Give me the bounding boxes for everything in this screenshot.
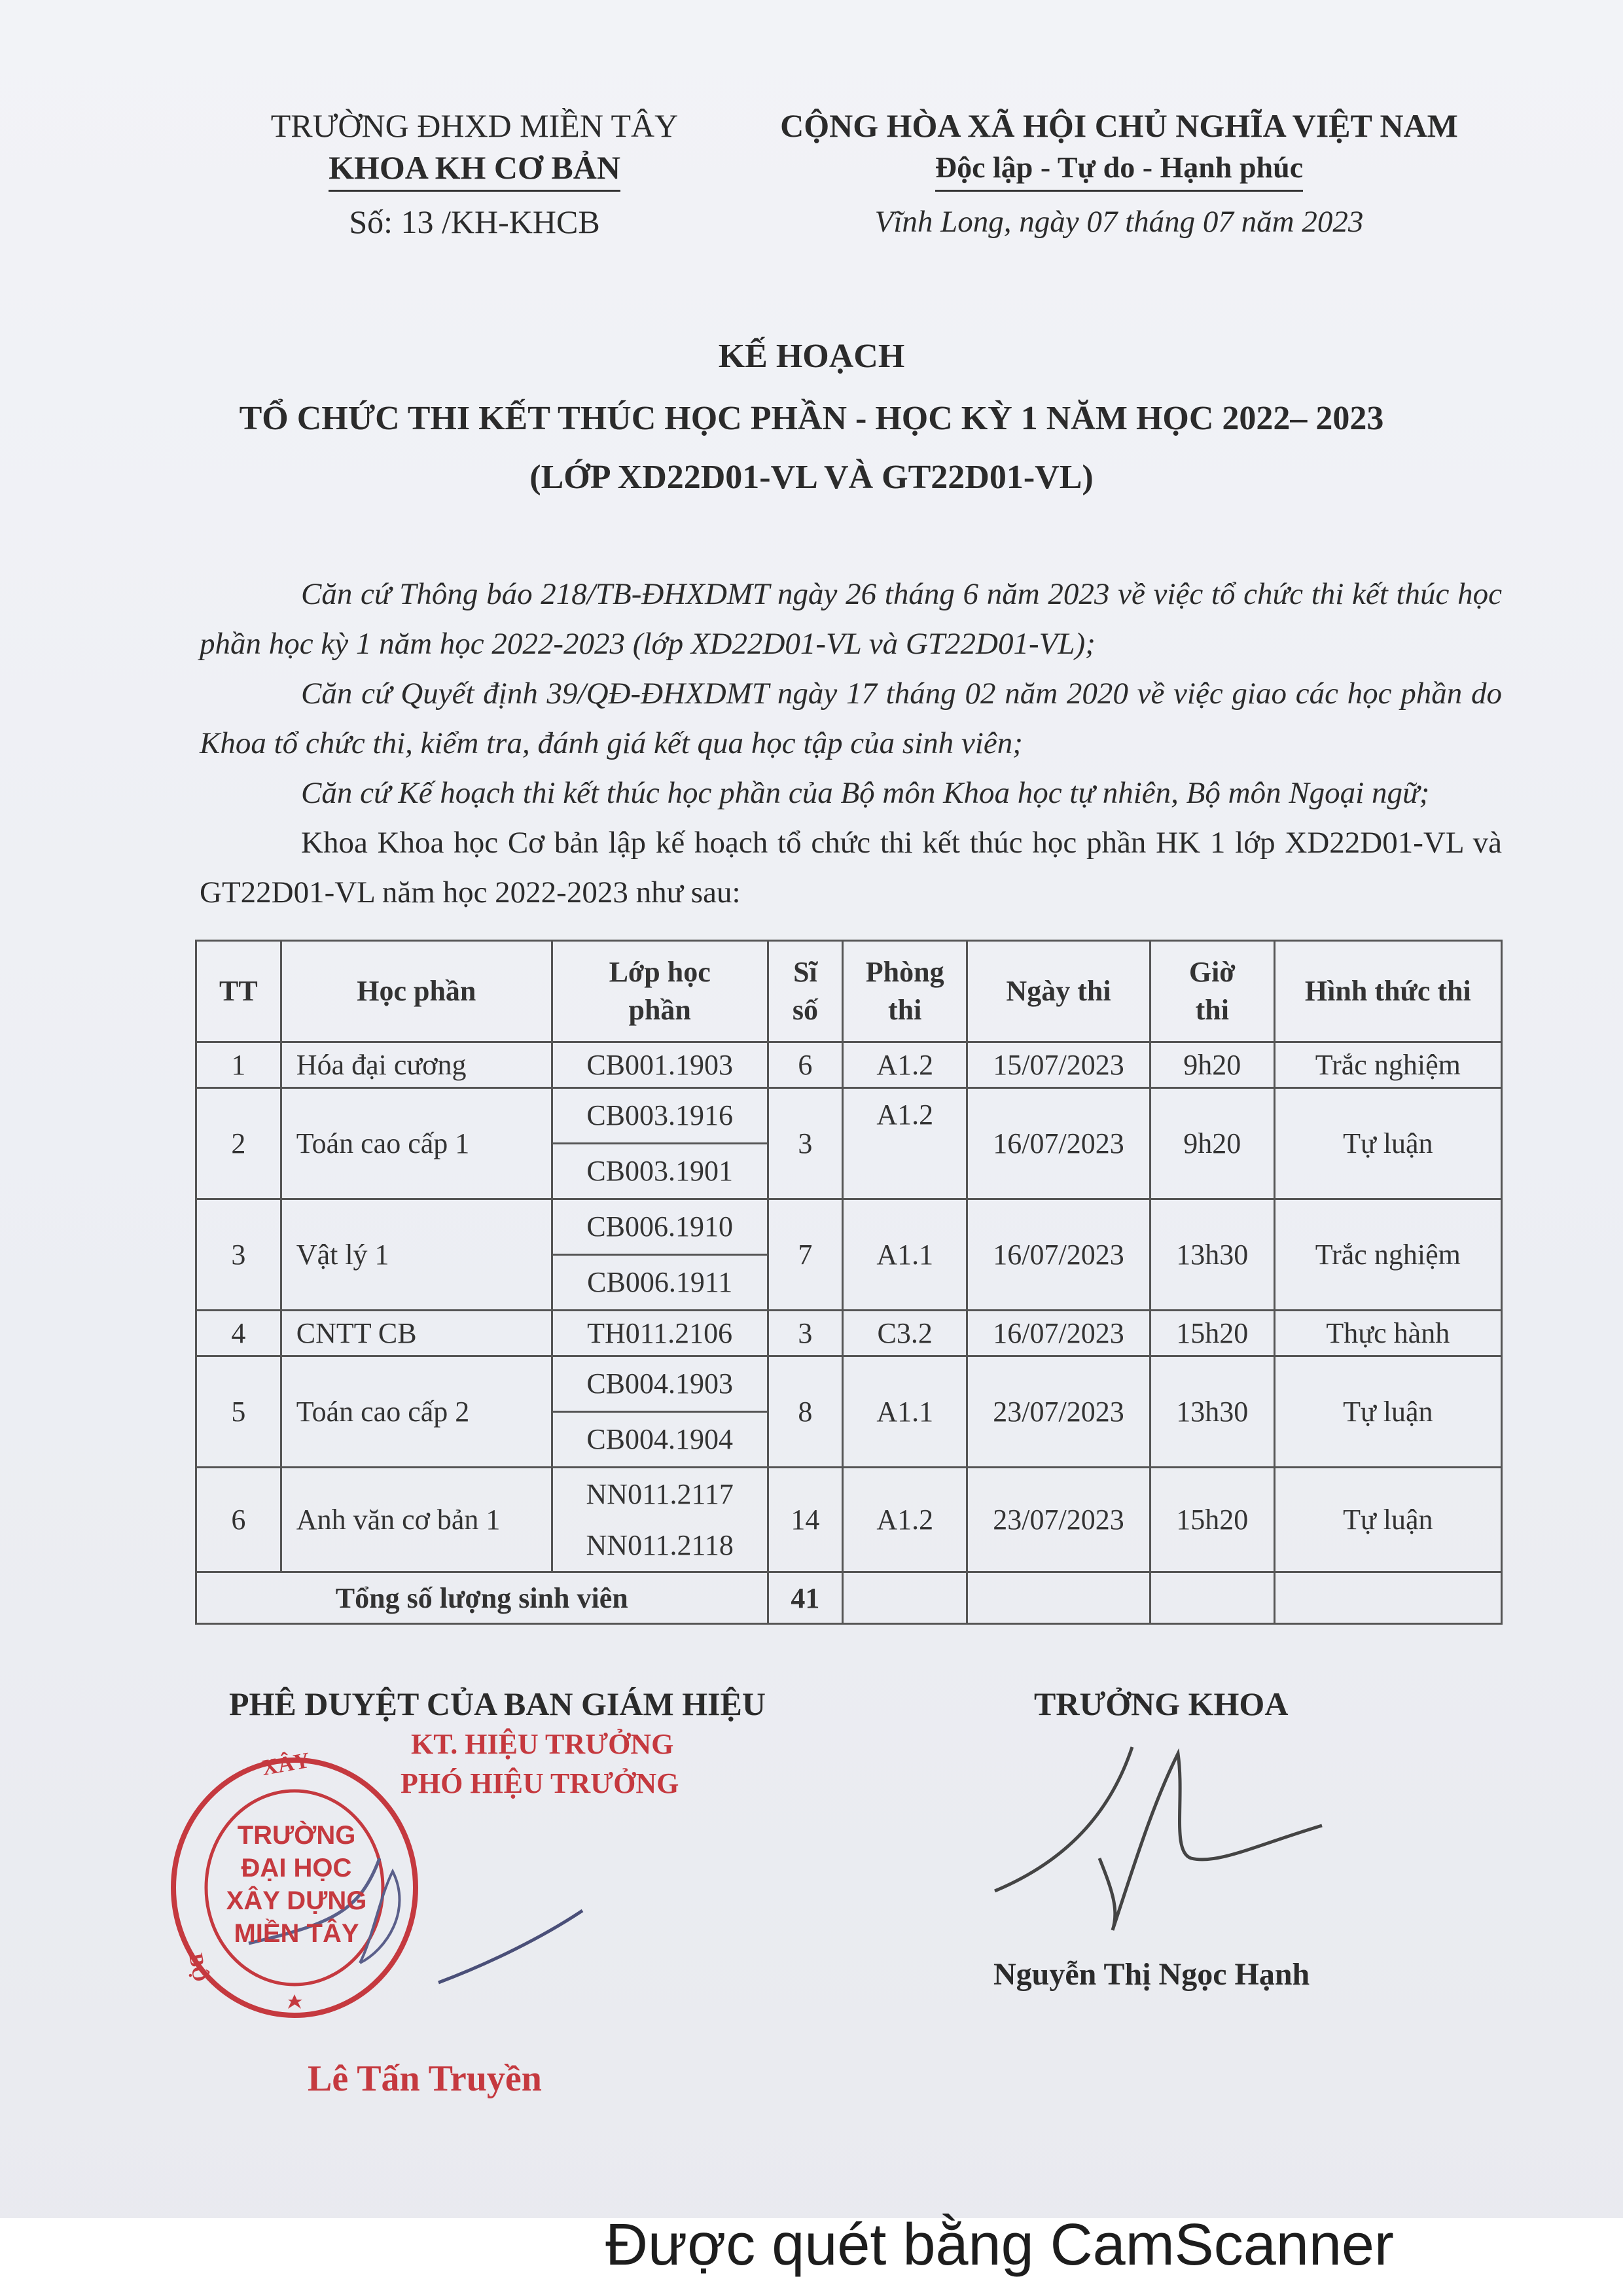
table-row xyxy=(196,1468,1502,1572)
header-course: Học phần xyxy=(281,941,552,1042)
cell-format: Tự luận xyxy=(1274,1356,1501,1468)
cell-tt: 1 xyxy=(196,1042,281,1088)
left-signature-icon xyxy=(425,1898,622,1989)
cell-course: Anh văn cơ bản 1 xyxy=(281,1468,552,1572)
approval-role-1: KT. HIỆU TRƯỞNG xyxy=(411,1728,674,1760)
cell-time: 15h20 xyxy=(1150,1468,1274,1572)
cell-count: 14 xyxy=(768,1468,843,1572)
cell-tt: 3 xyxy=(196,1199,281,1311)
cell-count: 7 xyxy=(768,1199,843,1311)
cell-room: A1.1 xyxy=(843,1356,967,1468)
stamp-text xyxy=(221,1819,372,1950)
dean-name: Nguyễn Thị Ngọc Hạnh xyxy=(993,1957,1310,1992)
cell-room: A1.2 xyxy=(843,1042,967,1088)
header-tt: TT xyxy=(196,941,281,1042)
cell-course: CNTT CB xyxy=(281,1311,552,1356)
place-date: Vĩnh Long, ngày 07 tháng 07 năm 2023 xyxy=(874,205,1364,239)
cell-class xyxy=(552,1356,768,1468)
cell-count: 3 xyxy=(768,1088,843,1199)
header-count: Sĩ số xyxy=(768,941,843,1042)
cell-room: C3.2 xyxy=(843,1311,967,1356)
table-total-row xyxy=(196,1572,1502,1624)
cell-date: 23/07/2023 xyxy=(967,1468,1150,1572)
paragraph-basis-3: Căn cứ Kế hoạch thi kết thúc học phần của Bộ môn Khoa học tự nhiên, Bộ môn Ngoại ngữ; xyxy=(301,776,1430,810)
class-code: CB003.1916 xyxy=(586,1099,734,1131)
cell-format: Thực hành xyxy=(1274,1311,1501,1356)
table-header-row xyxy=(196,941,1502,1042)
empty-cell xyxy=(1274,1572,1501,1624)
paragraph-plan: Khoa Khoa học Cơ bản lập kế hoạch tổ chức thi kết thúc học phần HK 1 lớp XD22D01-VL và GT22D01-VL năm học 2022-2023 như sau: xyxy=(200,826,1502,910)
table-row xyxy=(196,1088,1502,1199)
stamp-line: TRƯỜNG xyxy=(237,1821,356,1850)
cell-date: 16/07/2023 xyxy=(967,1199,1150,1311)
empty-cell xyxy=(1150,1572,1274,1624)
school-stamp xyxy=(164,1740,438,2028)
empty-cell xyxy=(967,1572,1150,1624)
paragraph-basis-1: Căn cứ Thông báo 218/TB-ĐHXDMT ngày 26 tháng 6 năm 2023 về việc tổ chức thi kết thúc học phần học kỳ 1 năm học 2022-2023 (lớp XD22D01-VL và GT22D01-VL); xyxy=(200,577,1502,661)
header-time: Giờ thi xyxy=(1150,941,1274,1042)
stamp-side-text: BỘ xyxy=(185,1951,211,1984)
camscanner-watermark: Được quét bằng CamScanner xyxy=(605,2212,1394,2278)
table-row xyxy=(196,1311,1502,1356)
total-label: Tổng số lượng sinh viên xyxy=(196,1572,768,1624)
cell-date: 16/07/2023 xyxy=(967,1088,1150,1199)
header-class: Lớp học phần xyxy=(552,941,768,1042)
header-room: Phòng thi xyxy=(843,941,967,1042)
class-code: NN011.2117 xyxy=(586,1477,734,1510)
class-code: CB004.1903 xyxy=(586,1368,734,1400)
document-number: Số: 13 /KH-KHCB xyxy=(349,203,600,240)
cell-room: A1.2 xyxy=(843,1468,967,1572)
scan-footer xyxy=(0,2212,1623,2296)
cell-date: 15/07/2023 xyxy=(967,1042,1150,1088)
cell-course: Hóa đại cương xyxy=(281,1042,552,1088)
class-code: CB004.1904 xyxy=(553,1411,767,1466)
exam-schedule-table xyxy=(195,940,1503,1625)
cell-time: 13h30 xyxy=(1150,1356,1274,1468)
approval-role-2: PHÓ HIỆU TRƯỞNG xyxy=(401,1767,679,1799)
table-row xyxy=(196,1199,1502,1311)
cell-course: Toán cao cấp 2 xyxy=(281,1356,552,1468)
cell-room: A1.1 xyxy=(843,1199,967,1311)
class-code: CB006.1911 xyxy=(553,1254,767,1309)
cell-format: Trắc nghiệm xyxy=(1274,1199,1501,1311)
national-motto: Độc lập - Tự do - Hạnh phúc xyxy=(726,147,1512,192)
empty-cell xyxy=(843,1572,967,1624)
approval-title: PHÊ DUYỆT CỦA BAN GIÁM HIỆU xyxy=(229,1686,766,1722)
cell-time: 15h20 xyxy=(1150,1311,1274,1356)
cell-count: 8 xyxy=(768,1356,843,1468)
country-name: CỘNG HÒA XÃ HỘI CHỦ NGHĨA VIỆT NAM xyxy=(780,107,1458,144)
body-text xyxy=(200,569,1502,917)
cell-class xyxy=(552,1088,768,1199)
table-row xyxy=(196,1356,1502,1468)
cell-tt: 2 xyxy=(196,1088,281,1199)
header-date: Ngày thi xyxy=(967,941,1150,1042)
stamp-line: ĐẠI HỌC xyxy=(241,1854,352,1882)
document-title: KẾ HOẠCH xyxy=(718,338,905,375)
cell-course: Vật lý 1 xyxy=(281,1199,552,1311)
class-code: CB006.1910 xyxy=(586,1210,734,1243)
paragraph-basis-2: Căn cứ Quyết định 39/QĐ-ĐHXDMT ngày 17 tháng 02 năm 2020 về việc giao các học phần do Khoa tổ chức thi, kiểm tra, đánh giá kết qua học tập của sinh viên; xyxy=(200,677,1502,760)
cell-class: CB001.1903 xyxy=(552,1042,768,1088)
class-code: NN011.2118 xyxy=(586,1528,734,1561)
cell-count: 6 xyxy=(768,1042,843,1088)
header-left xyxy=(216,105,733,243)
cell-class: TH011.2106 xyxy=(552,1311,768,1356)
cell-time: 9h20 xyxy=(1150,1042,1274,1088)
total-value: 41 xyxy=(768,1572,843,1624)
table-row xyxy=(196,1042,1502,1088)
document-subtitle: TỔ CHỨC THI KẾT THÚC HỌC PHẦN - HỌC KỲ 1 NĂM HỌC 2022– 2023 xyxy=(239,400,1384,437)
cell-time: 9h20 xyxy=(1150,1088,1274,1199)
stamp-top-text: XÂY xyxy=(260,1748,312,1781)
approver-name: Lê Tấn Truyền xyxy=(308,2058,542,2099)
class-code: CB003.1901 xyxy=(553,1142,767,1198)
cell-class xyxy=(552,1468,768,1572)
header-format: Hình thức thi xyxy=(1274,941,1501,1042)
cell-format: Tự luận xyxy=(1274,1468,1501,1572)
cell-tt: 4 xyxy=(196,1311,281,1356)
cell-room: A1.2 xyxy=(843,1088,967,1199)
cell-date: 23/07/2023 xyxy=(967,1356,1150,1468)
cell-format: Trắc nghiệm xyxy=(1274,1042,1501,1088)
header-right xyxy=(726,105,1512,243)
cell-count: 3 xyxy=(768,1311,843,1356)
document-classes: (LỚP XD22D01-VL VÀ GT22D01-VL) xyxy=(529,459,1094,496)
cell-course: Toán cao cấp 1 xyxy=(281,1088,552,1199)
cell-date: 16/07/2023 xyxy=(967,1311,1150,1356)
cell-tt: 5 xyxy=(196,1356,281,1468)
dean-signature-icon xyxy=(982,1727,1348,1937)
cell-tt: 6 xyxy=(196,1468,281,1572)
school-name: TRƯỜNG ĐHXD MIỀN TÂY xyxy=(270,107,679,144)
cell-time: 13h30 xyxy=(1150,1199,1274,1311)
cell-format: Tự luận xyxy=(1274,1088,1501,1199)
dean-title: TRƯỞNG KHOA xyxy=(1034,1686,1289,1722)
cell-class xyxy=(552,1199,768,1311)
stamp-line: XÂY DỰNG xyxy=(226,1886,367,1915)
faculty-name: KHOA KH CƠ BẢN xyxy=(216,147,733,192)
stamp-line: MIỀN TÂY xyxy=(234,1919,359,1948)
